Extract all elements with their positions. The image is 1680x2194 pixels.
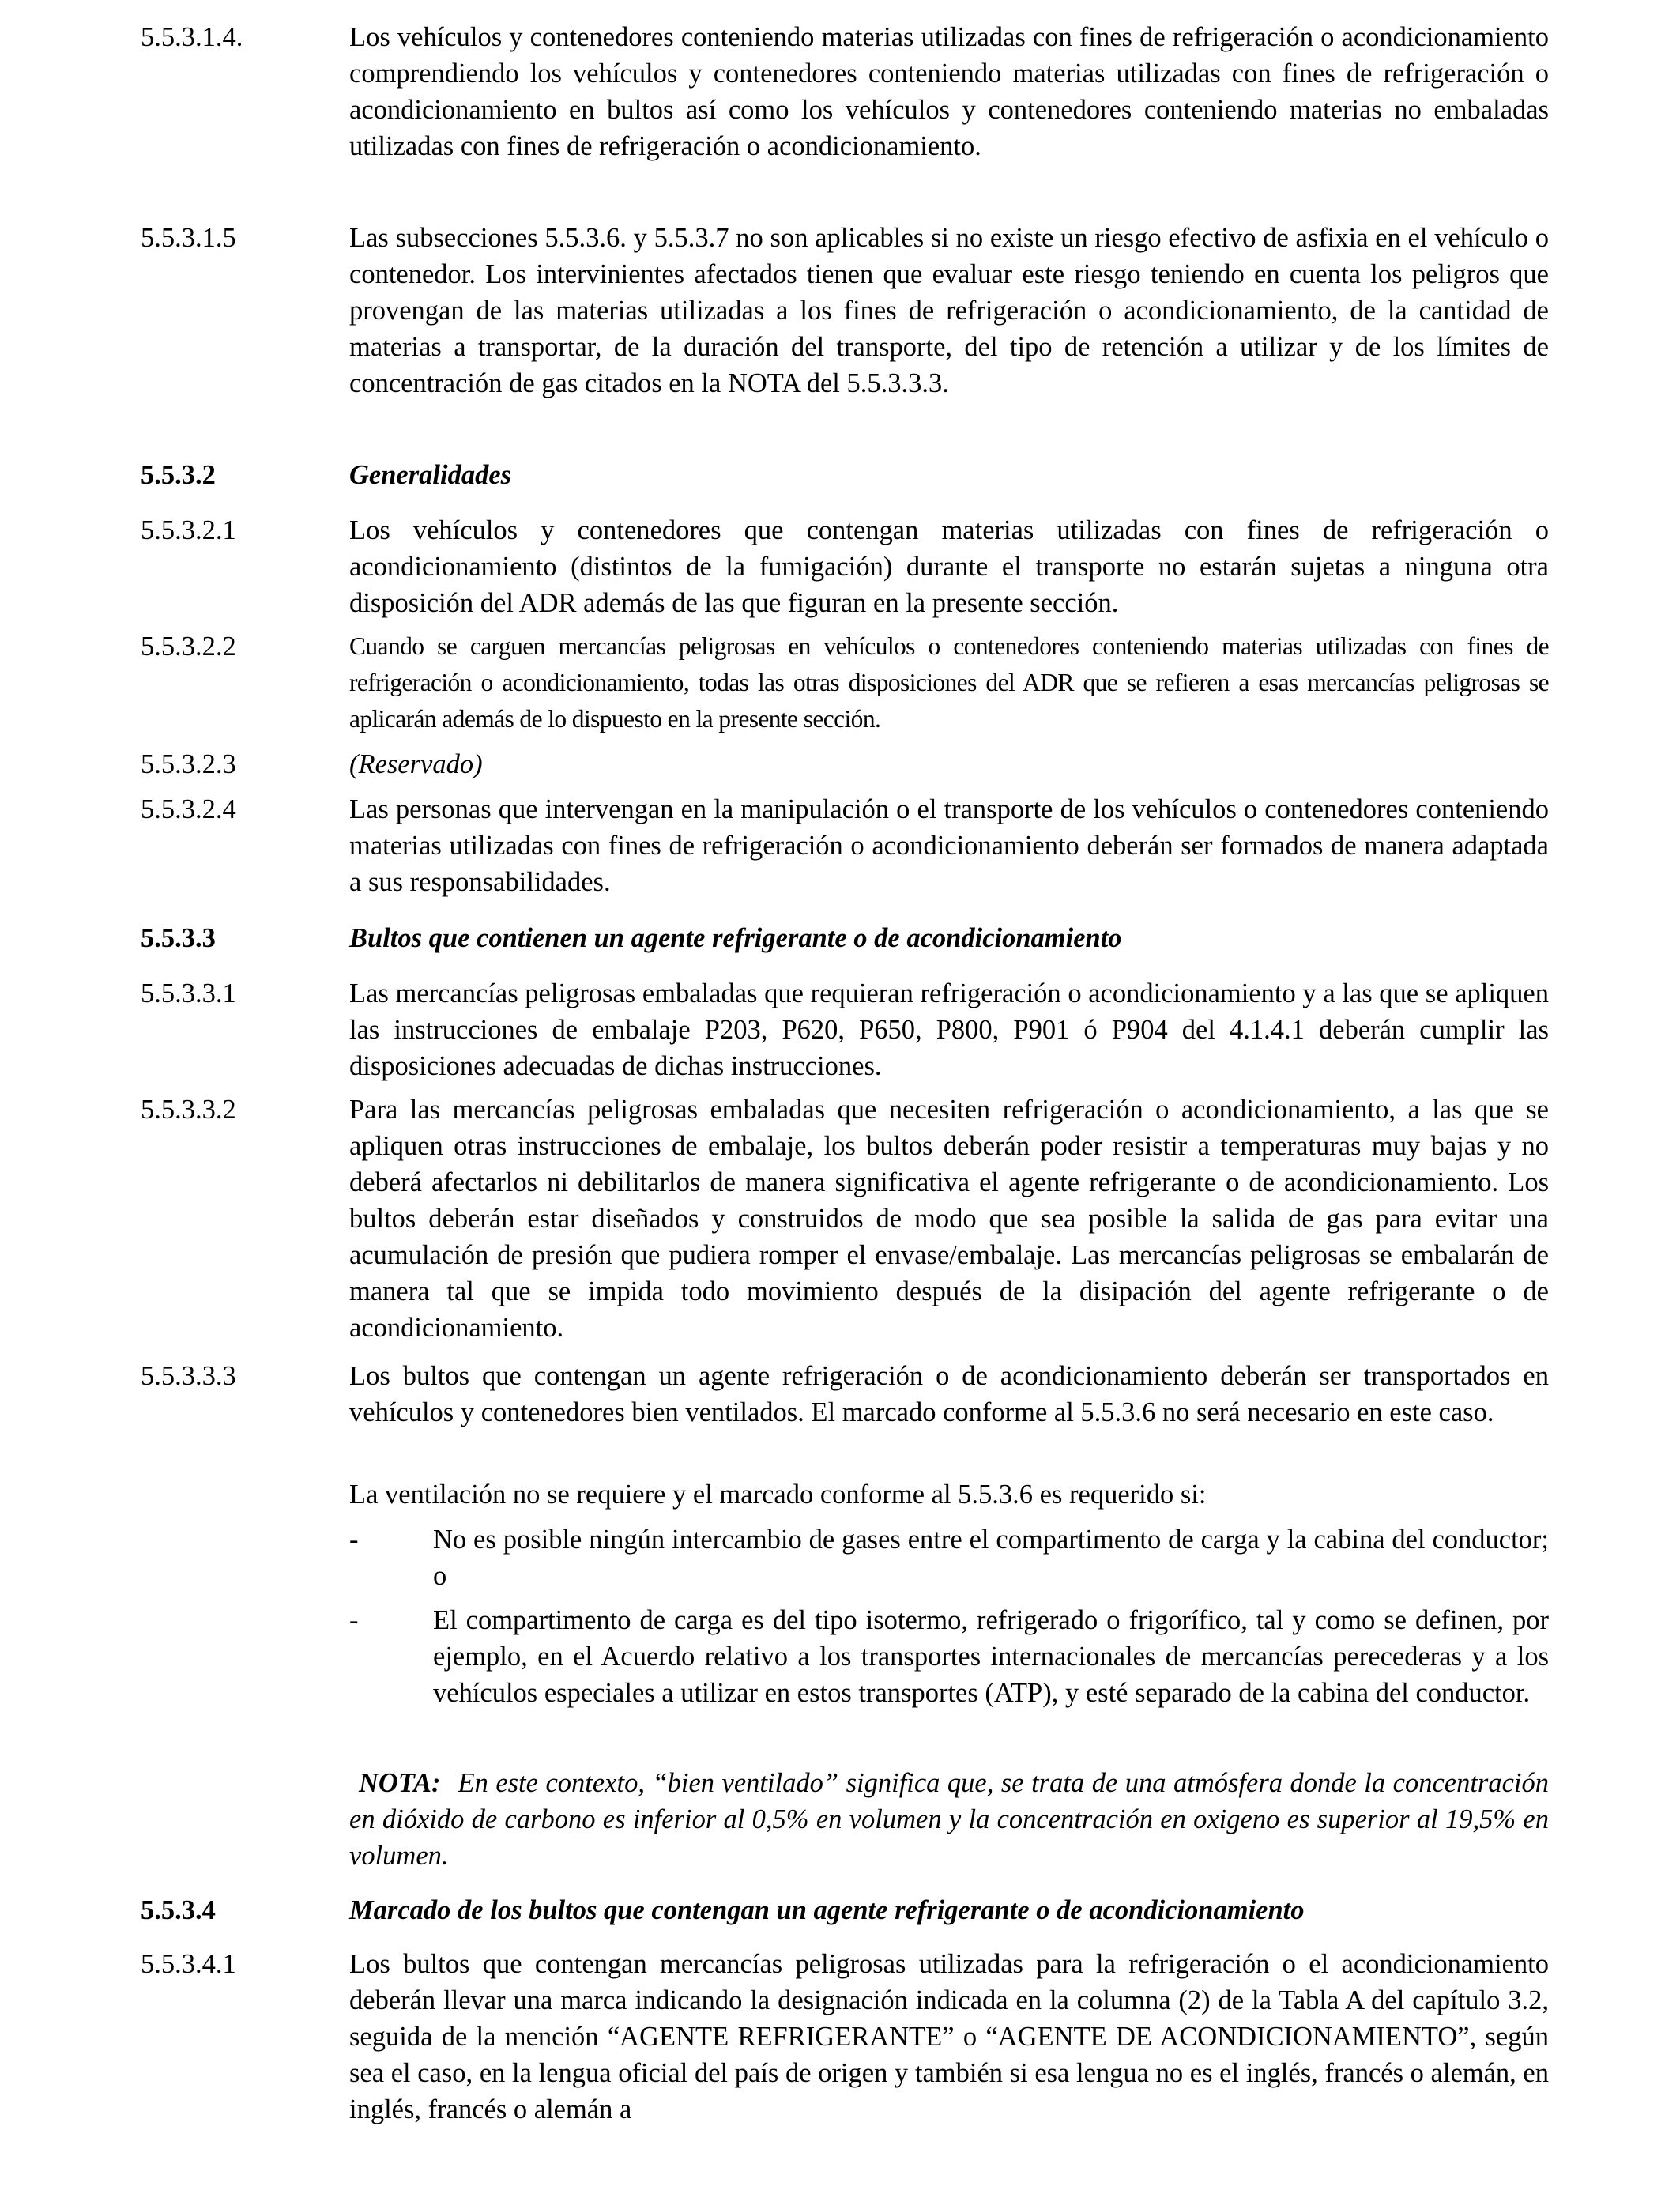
section-text: Los bultos que contengan un agente refrigeración o de acondicionamiento deberán ser transportados en vehículos y contenedores bien ventilados. El marcado conforme al 5.5.3.6 no será necesario en este caso. — [349, 1361, 1549, 1427]
section-number: 5.5.3.3.2 — [141, 1095, 236, 1125]
note-block — [349, 1765, 1549, 1874]
section-heading: Marcado de los bultos que contengan un agente refrigerante o de acondicionamiento — [349, 1895, 1305, 1925]
section-text: Los vehículos y contenedores conteniendo materias utilizadas con fines de refrigeración o acondicionamiento comprendiendo los vehículos y contenedores conteniendo materias utilizadas con fines de refrigeración o acondicionamiento en bultos así como los vehículos y contenedores conteniendo materias no embaladas utilizadas con fines de refrigeración o acondicionamiento. — [349, 22, 1549, 161]
section-number: 5.5.3.4 — [141, 1895, 216, 1925]
section-number: 5.5.3.1.5 — [141, 223, 236, 253]
section-number: 5.5.3.2.4 — [141, 794, 236, 824]
note-label: NOTA: — [359, 1768, 441, 1798]
section-heading: Bultos que contienen un agente refrigerante o de acondicionamiento — [349, 923, 1122, 953]
section-heading: Generalidades — [349, 460, 512, 490]
section-number: 5.5.3.3.1 — [141, 978, 236, 1008]
section-text: (Reservado) — [349, 749, 483, 779]
bullet-text: No es posible ningún intercambio de gases entre el compartimento de carga y la cabina del conductor; o — [433, 1525, 1549, 1591]
bullet-dash: - — [349, 1525, 359, 1555]
section-number: 5.5.3.2.1 — [141, 515, 236, 545]
section-text: Los bultos que contengan mercancías peligrosas utilizadas para la refrigeración o el acondicionamiento deberán llevar una marca indicando la designación indicada en la columna (2) de la Tabla A del capítulo 3.2, seguida de la mención “AGENTE REFRIGERANTE” o “AGENTE DE ACONDICIONAMIENTO”, según sea el caso, en la lengua oficial del país de origen y también si esa lengua no es el inglés, francés o alemán, en inglés, francés o alemán a — [349, 1949, 1549, 2124]
section-text: Los vehículos y contenedores que contengan materias utilizadas con fines de refrigeración o acondicionamiento (distintos de la fumigación) durante el transporte no estarán sujetas a ninguna otra disposición del ADR además de las que figuran en la presente sección. — [349, 515, 1549, 618]
bullet-dash: - — [349, 1605, 359, 1635]
section-number: 5.5.3.3 — [141, 923, 216, 953]
section-number: 5.5.3.2.3 — [141, 749, 236, 779]
section-number: 5.5.3.4.1 — [141, 1949, 236, 1979]
section-text: La ventilación no se requiere y el marcado conforme al 5.5.3.6 es requerido si: — [349, 1480, 1207, 1510]
section-text: Las mercancías peligrosas embaladas que requieran refrigeración o acondicionamiento y a las que se apliquen las instrucciones de embalaje P203, P620, P650, P800, P901 ó P904 del 4.1.4.1 deberán cumplir las disposiciones adecuadas de dichas instrucciones. — [349, 978, 1549, 1081]
note-text: En este contexto, “bien ventilado” significa que, se trata de una atmósfera donde la concentración en dióxido de carbono es inferior al 0,5% en volumen y la concentración en oxigeno es superior al 19,5% en volumen. — [349, 1768, 1549, 1871]
section-text: Las personas que intervengan en la manipulación o el transporte de los vehículos o contenedores conteniendo materias utilizadas con fines de refrigeración o acondicionamiento deberán ser formados de manera adaptada a sus responsabilidades. — [349, 794, 1549, 897]
section-number: 5.5.3.2.2 — [141, 631, 236, 662]
bullet-text: El compartimento de carga es del tipo isotermo, refrigerado o frigorífico, tal y como se definen, por ejemplo, en el Acuerdo relativo a los transportes internacionales de mercancías perecederas y a los vehículos especiales a utilizar en estos transportes (ATP), y esté separado de la cabina del conductor. — [433, 1605, 1549, 1708]
section-number: 5.5.3.3.3 — [141, 1361, 236, 1391]
section-number: 5.5.3.1.4. — [141, 22, 243, 52]
section-text: Cuando se carguen mercancías peligrosas en vehículos o contenedores conteniendo materias utilizadas con fines de refrigeración o acondicionamiento, todas las otras disposiciones del ADR que se refieren a esas mercancías peligrosas se aplicarán además de lo dispuesto en la presente sección. — [349, 632, 1549, 733]
section-number: 5.5.3.2 — [141, 460, 216, 490]
section-text: Para las mercancías peligrosas embaladas que necesiten refrigeración o acondicionamiento, a las que se apliquen otras instrucciones de embalaje, los bultos deberán poder resistir a temperaturas muy bajas y no deberá afectarlos ni debilitarlos de manera significativa el agente refrigerante o de acondicionamiento. Los bultos deberán estar diseñados y construidos de modo que sea posible la salida de gas para evitar una acumulación de presión que pudiera romper el envase/embalaje. Las mercancías peligrosas se embalarán de manera tal que se impida todo movimiento después de la disipación del agente refrigerante o de acondicionamiento. — [349, 1095, 1549, 1343]
section-text: Las subsecciones 5.5.3.6. y 5.5.3.7 no son aplicables si no existe un riesgo efectivo de asfixia en el vehículo o contenedor. Los intervinientes afectados tienen que evaluar este riesgo teniendo en cuenta los peligros que provengan de las materias utilizadas a los fines de refrigeración o acondicionamiento, de la cantidad de materias a transportar, de la duración del transporte, del tipo de retención a utilizar y de los límites de concentración de gas citados en la NOTA del 5.5.3.3.3. — [349, 223, 1549, 398]
